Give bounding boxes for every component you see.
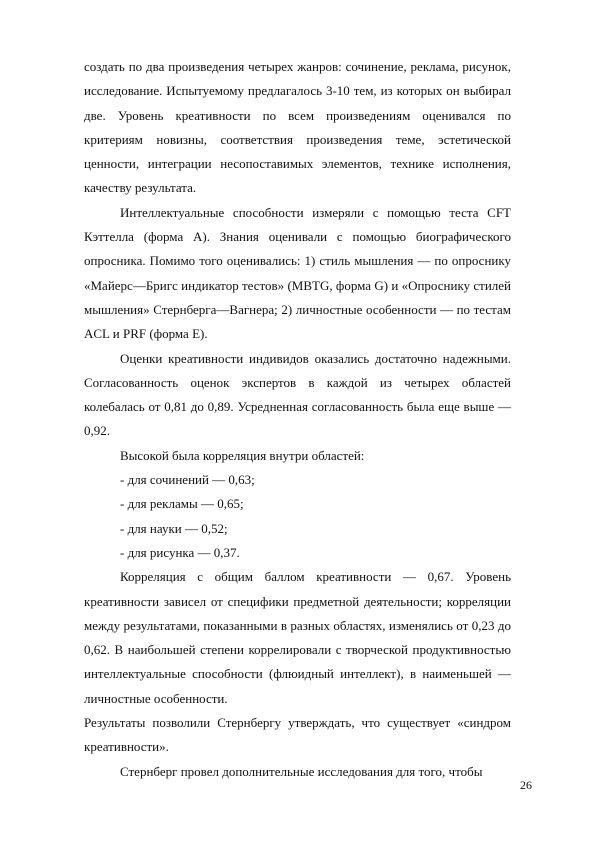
paragraph-total-correlation: Корреляция с общим баллом креативности — 0,67. Уровень креативности зависел от специфики предметной деятельности; корреляции между результатами, показанными в разных областях, изменялись от 0,23 до 0,62. В наибольшей степени коррелировали с творческой продуктивностью интеллектуальные способности (флюидный интеллект), в наименьшей — личностные особенности. — [84, 569, 511, 706]
paragraph-intellectual-abilities: Интеллектуальные способности измеряли с помощью теста CFT Кэттелла (форма А). Знания оценивали с помощью биографического опросника. Помимо того оценивались: 1) стиль мышления — по опроснику «Майерс—Бригс индикатор тестов» (MBTG, форма G) и «Опроснику стилей мышления» Стернберга—Вагнера; 2) личностные особенности — по тестам ACL и PRF (форма E). — [84, 204, 511, 342]
correlation-list — [84, 468, 511, 565]
list-item: - для рисунка — 0,37. — [120, 544, 240, 560]
list-item: - для сочинений — 0,63; — [120, 472, 255, 488]
list-item: - для рекламы — 0,65; — [120, 496, 244, 512]
paragraph-reliability: Оценки креативности индивидов оказались достаточно надежными. Согласованность оценок экспертов в каждой из четырех областей колебалась от 0,81 до 0,89. Усредненная согласованность была еще выше — 0,92. — [84, 350, 511, 439]
paragraph-results: Результаты позволили Стернбергу утверждать, что существует «синдром креативности». — [84, 715, 511, 755]
page-body — [84, 55, 511, 784]
paragraph-additional-research: Стернберг провел дополнительные исследования для того, чтобы — [120, 763, 483, 779]
page-number: 26 — [520, 778, 532, 792]
list-item: - для науки — 0,52; — [120, 520, 228, 536]
paragraph-correlation-intro: Высокой была корреляция внутри областей: — [120, 447, 365, 463]
paragraph-intro: создать по два произведения четырех жанров: сочинение, реклама, рисунок, исследование. Испытуемому предлагалось 3-10 тем, из которых он выбирал две. Уровень креативности по всем произведениям оценивался по критериям новизны, соответствия произведения теме, эстетической ценности, интеграции несопоставимых элементов, технике исполнения, качеству результата. — [84, 59, 511, 196]
